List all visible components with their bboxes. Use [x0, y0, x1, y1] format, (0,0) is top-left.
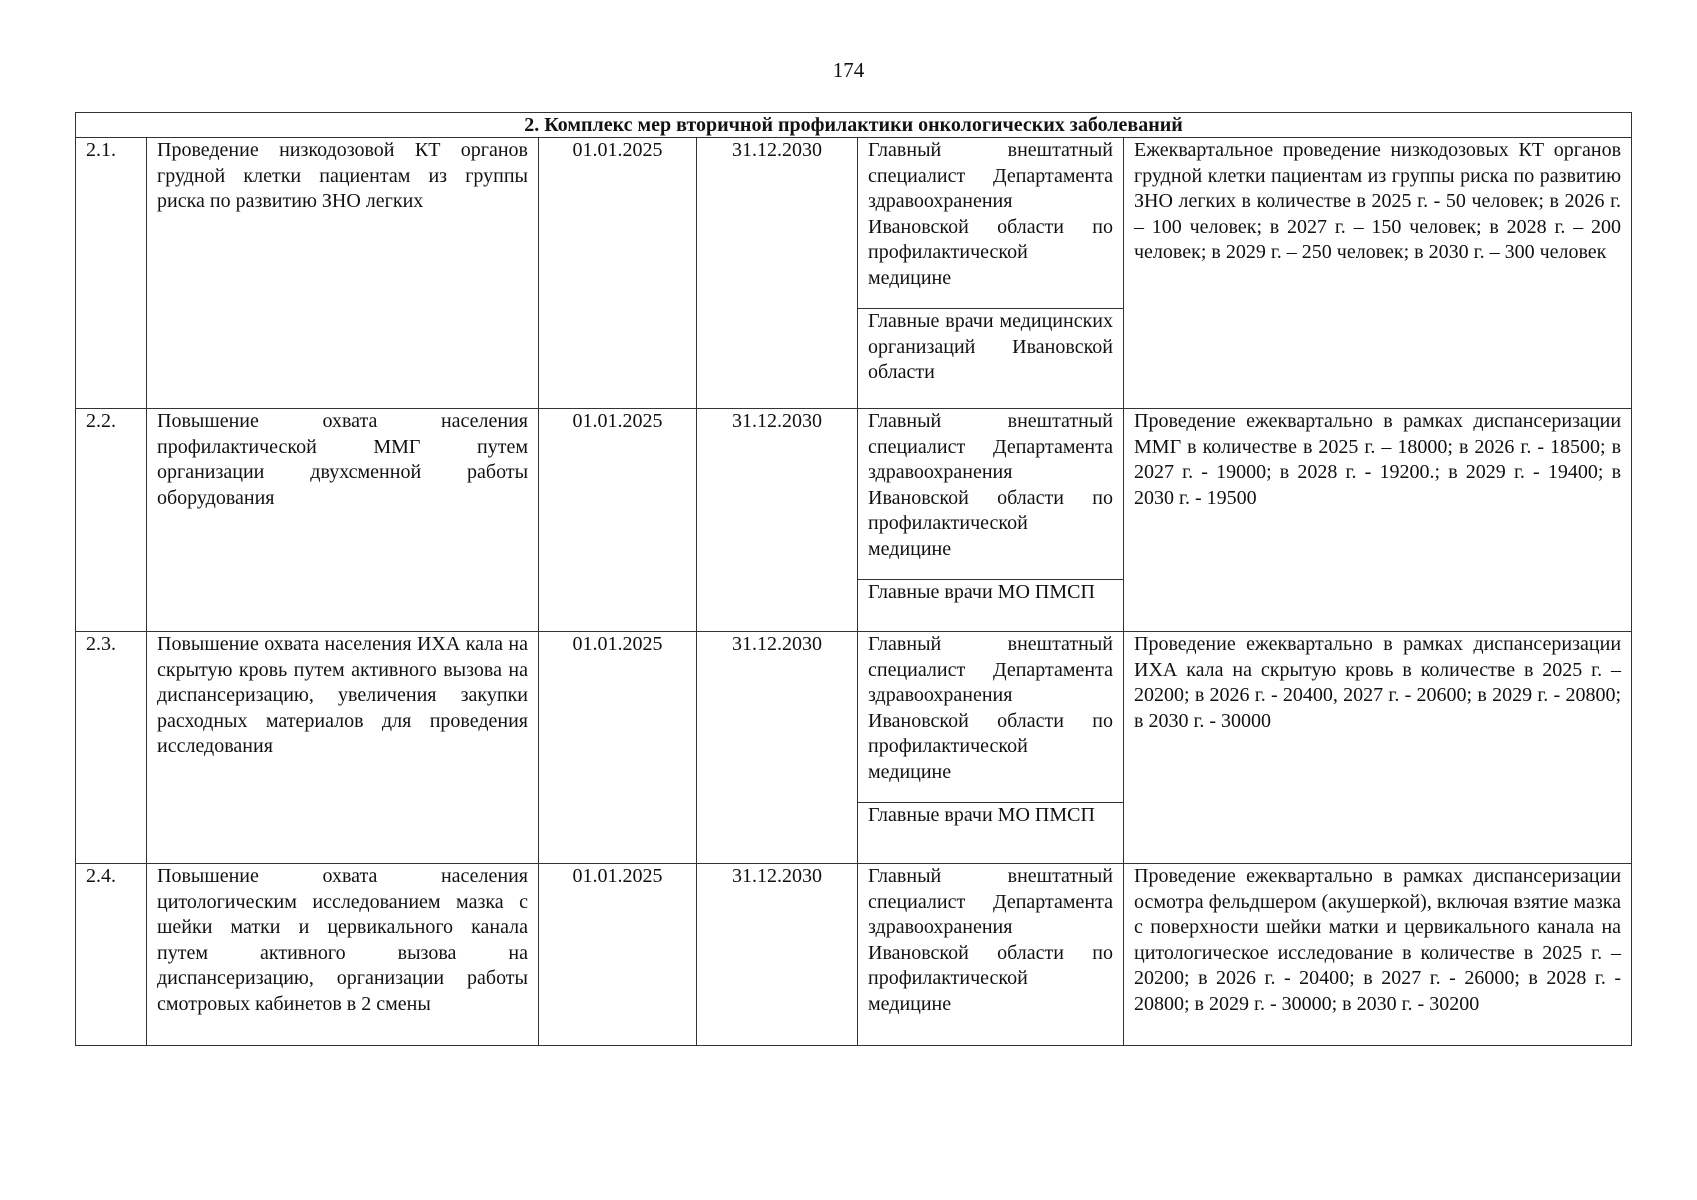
row-number: 2.1. — [76, 138, 147, 409]
page-number: 174 — [832, 58, 865, 82]
responsible-person: Главный внештатный специалист Департамента здравоохранения Ивановской области по профилактической медицине — [858, 138, 1124, 309]
section-title: 2. Комплекс мер вторичной профилактики онкологических заболеваний — [76, 113, 1632, 138]
responsible-person: Главные врачи МО ПМСП — [858, 580, 1124, 632]
table-row — [76, 864, 1632, 1046]
row-number: 2.2. — [76, 409, 147, 632]
responsible-person: Главный внештатный специалист Департамента здравоохранения Ивановской области по профилактической медицине — [858, 409, 1124, 580]
responsible-person: Главный внештатный специалист Департамента здравоохранения Ивановской области по профилактической медицине — [858, 632, 1124, 803]
expected-result: Проведение ежеквартально в рамках диспансеризации ИХА кала на скрытую кровь в количестве в 2025 г. – 20200; в 2026 г. - 20400, 2027 г. - 20600; в 2029 г. - 20800; в 2030 г. - 30000 — [1124, 632, 1632, 864]
section-heading-row — [76, 113, 1632, 138]
expected-result: Ежеквартальное проведение низкодозовых КТ органов грудной клетки пациентам из группы риска по развитию ЗНО легких в количестве в 2025 г. - 50 человек; в 2026 г. – 100 человек; в 2027 г. – 150 человек; в 2028 г. – 200 человек; в 2029 г. – 250 человек; в 2030 г. – 300 человек — [1124, 138, 1632, 409]
start-date: 01.01.2025 — [539, 632, 697, 864]
measures-table — [75, 112, 1632, 1046]
end-date: 31.12.2030 — [697, 138, 858, 409]
measure-text: Повышение охвата населения ИХА кала на скрытую кровь путем активного вызова на диспансеризацию, увеличения закупки расходных материалов для проведения исследования — [147, 632, 539, 864]
responsible-person: Главные врачи медицинских организаций Ивановской области — [858, 309, 1124, 409]
table-row — [76, 138, 1632, 309]
table-row — [76, 632, 1632, 803]
start-date: 01.01.2025 — [539, 409, 697, 632]
end-date: 31.12.2030 — [697, 409, 858, 632]
start-date: 01.01.2025 — [539, 138, 697, 409]
end-date: 31.12.2030 — [697, 632, 858, 864]
expected-result: Проведение ежеквартально в рамках диспансеризации осмотра фельдшером (акушеркой), включая взятие мазка с поверхности шейки матки и цервикального канала на цитологическое исследование в количестве в 2025 г. – 20200; в 2026 г. - 20400; в 2027 г. - 26000; в 2028 г. - 20800; в 2029 г. - 30000; в 2030 г. - 30200 — [1124, 864, 1632, 1046]
row-number: 2.4. — [76, 864, 147, 1046]
row-number: 2.3. — [76, 632, 147, 864]
responsible-person: Главные врачи МО ПМСП — [858, 803, 1124, 864]
measure-text: Повышение охвата населения профилактической ММГ путем организации двухсменной работы оборудования — [147, 409, 539, 632]
start-date: 01.01.2025 — [539, 864, 697, 1046]
measure-text: Повышение охвата населения цитологическим исследованием мазка с шейки матки и цервикального канала путем активного вызова на диспансеризацию, организации работы смотровых кабинетов в 2 смены — [147, 864, 539, 1046]
table-row — [76, 409, 1632, 580]
measure-text: Проведение низкодозовой КТ органов грудной клетки пациентам из группы риска по развитию ЗНО легких — [147, 138, 539, 409]
expected-result: Проведение ежеквартально в рамках диспансеризации ММГ в количестве в 2025 г. – 18000; в 2026 г. - 18500; в 2027 г. - 19000; в 2028 г. - 19200.; в 2029 г. - 19400; в 2030 г. - 19500 — [1124, 409, 1632, 632]
responsible-person: Главный внештатный специалист Департамента здравоохранения Ивановской области по профилактической медицине — [858, 864, 1124, 1046]
end-date: 31.12.2030 — [697, 864, 858, 1046]
